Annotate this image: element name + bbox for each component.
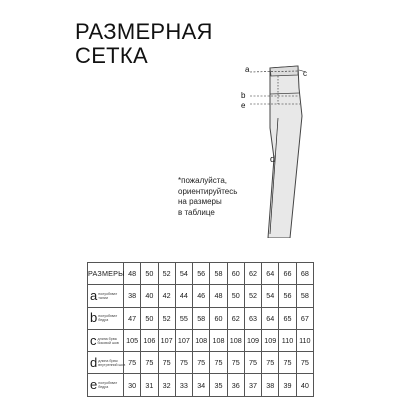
header-size-cell: 66 [279,263,296,285]
table-cell: 56 [279,285,296,307]
table-cell: 75 [296,352,313,374]
row-letter: c [90,332,97,348]
note-line-3: на размеры [178,197,222,206]
table-cell: 58 [296,285,313,307]
table-cell: 52 [244,285,261,307]
table-cell: 110 [279,329,296,351]
table-cell: 75 [175,352,192,374]
header-size-cell: 50 [141,263,158,285]
table-cell: 50 [141,307,158,329]
header-size-cell: 64 [262,263,279,285]
table-cell: 35 [210,374,227,396]
table-cell: 75 [227,352,244,374]
table-cell: 75 [244,352,261,374]
table-cell: 40 [296,374,313,396]
table-cell: 106 [141,329,158,351]
header-size-cell: 56 [193,263,210,285]
table-cell: 37 [244,374,261,396]
table-cell: 42 [158,285,175,307]
table-cell: 67 [296,307,313,329]
row-label-cell [88,374,124,396]
table-cell: 108 [193,329,210,351]
table-cell: 105 [124,329,141,351]
label-e: e [241,101,246,110]
note-line-4: в таблице [178,207,215,217]
label-a: a [245,65,250,74]
row-description: длина брюк внутренний шов [98,358,126,367]
table-cell: 64 [262,307,279,329]
table-cell: 52 [158,307,175,329]
table-cell: 44 [175,285,192,307]
label-b: b [241,91,246,100]
size-table [87,262,314,397]
size-note [178,176,237,218]
row-description: полуобхват бедра [98,314,118,323]
table-row [88,352,314,374]
header-size-cell: 68 [296,263,313,285]
table-cell: 75 [193,352,210,374]
label-d: d [270,154,276,164]
table-cell: 110 [296,329,313,351]
row-letter: b [90,310,98,326]
table-row [88,285,314,307]
header-size-cell: 58 [210,263,227,285]
table-cell: 75 [279,352,296,374]
table-cell: 32 [158,374,175,396]
label-c: c [303,69,307,78]
table-cell: 39 [279,374,296,396]
table-cell: 48 [210,285,227,307]
table-cell: 30 [124,374,141,396]
table-cell: 108 [227,329,244,351]
size-table-body [88,263,314,397]
title-line-1: РАЗМЕРНАЯ [75,19,213,44]
row-label-cell [88,329,124,351]
row-label-cell [88,307,124,329]
page-title [75,20,213,68]
header-size-cell: 60 [227,263,244,285]
header-size-cell: 52 [158,263,175,285]
trousers-diagram [230,58,320,238]
table-cell: 60 [210,307,227,329]
table-cell: 31 [141,374,158,396]
table-cell: 65 [279,307,296,329]
table-cell: 75 [124,352,141,374]
title-line-2: СЕТКА [75,43,148,68]
row-description: полуобхват талии [98,291,118,300]
header-size-cell: 48 [124,263,141,285]
table-cell: 108 [210,329,227,351]
table-row [88,329,314,351]
table-cell: 107 [158,329,175,351]
table-cell: 75 [210,352,227,374]
table-cell: 40 [141,285,158,307]
table-cell: 46 [193,285,210,307]
table-cell: 62 [227,307,244,329]
row-description: длина брюк боковой шов [97,336,119,345]
trousers-leg-shape [268,66,302,238]
table-cell: 63 [244,307,261,329]
table-row [88,374,314,396]
table-cell: 54 [262,285,279,307]
row-letter: d [90,354,98,370]
table-cell: 109 [244,329,261,351]
table-cell: 38 [124,285,141,307]
table-cell: 36 [227,374,244,396]
table-cell: 47 [124,307,141,329]
table-cell: 109 [262,329,279,351]
header-sizes-label: РАЗМЕРЫ [88,263,124,285]
row-letter: a [90,287,98,303]
table-cell: 107 [175,329,192,351]
note-line-1: *пожалуйста, [178,176,227,185]
table-cell: 58 [193,307,210,329]
table-cell: 50 [227,285,244,307]
table-cell: 75 [262,352,279,374]
table-cell: 38 [262,374,279,396]
table-header-row [88,263,314,285]
table-cell: 75 [158,352,175,374]
row-label-cell [88,352,124,374]
note-line-2: ориентируйтесь [178,186,238,196]
header-size-cell: 54 [175,263,192,285]
row-letter: e [90,377,98,393]
table-cell: 55 [175,307,192,329]
table-cell: 34 [193,374,210,396]
table-row [88,307,314,329]
header-size-cell: 62 [244,263,261,285]
table-cell: 75 [141,352,158,374]
row-label-cell [88,285,124,307]
row-description: полуобхват бедра [98,381,118,390]
table-cell: 33 [175,374,192,396]
